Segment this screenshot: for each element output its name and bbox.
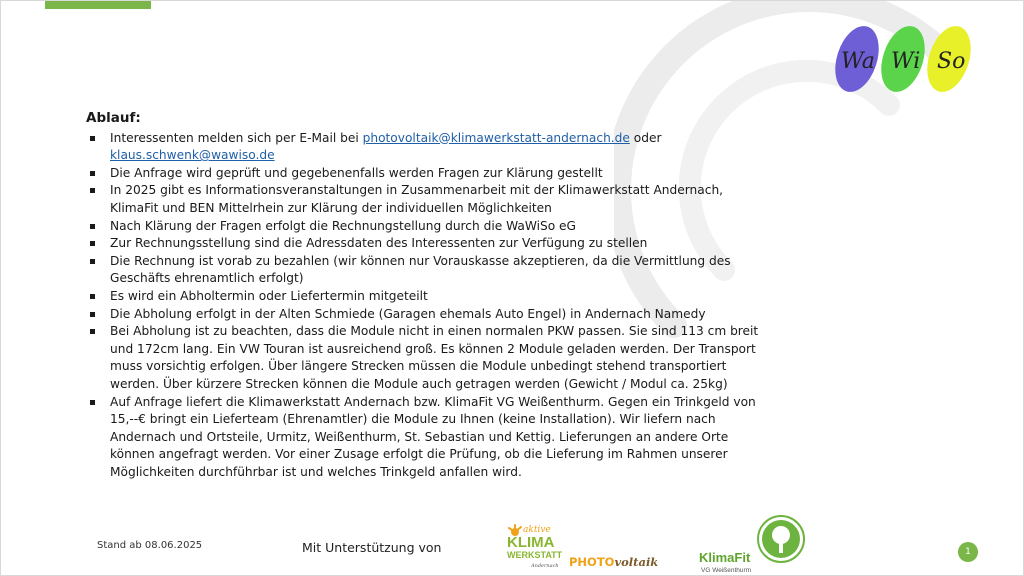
logo-text-wa: Wa [841, 49, 875, 74]
list-item: Die Anfrage wird geprüft und gegebenenfalls werden Fragen zur Klärung gestellt [86, 165, 766, 183]
list-item: Nach Klärung der Fragen erfolgt die Rechnungstellung durch die WaWiSo eG [86, 218, 766, 236]
klimafit-logo-sub: VG Weißenthurm [701, 567, 752, 574]
email-link-schwenk[interactable]: klaus.schwenk@wawiso.de [110, 148, 275, 163]
process-list [86, 130, 766, 482]
klimafit-logo [695, 515, 809, 575]
logo-text-wi: Wi [891, 49, 921, 74]
list-item-text: oder [629, 130, 662, 145]
wawiso-logo [827, 21, 977, 95]
logo-text-so: So [937, 49, 966, 74]
klima-logo-top: aktive [523, 525, 551, 535]
main-content [86, 110, 766, 481]
list-item: Bei Abholung ist zu beachten, dass die Module nicht in einen normalen PKW passen. Sie sind 113 cm breit und 172cm lang. Ein VW Touran ist ausreichend groß. Es können 2 Module geladen werden. Der Transport muss vorsichtig erfolgen. Über längere Strecken müssen die Module unbedingt stehend transportiert werden. Über kürzere Strecken können die Module auch getragen werden (Gewicht / Modul ca. 25kg) [86, 323, 766, 393]
photovoltaik-logo-part2: voltaik [614, 555, 659, 569]
klimafit-logo-name: KlimaFit [699, 550, 751, 565]
list-item: Die Rechnung ist vorab zu bezahlen (wir können nur Vorauskasse akzeptieren, da die Vermittlung des Geschäfts ehrenamtlich erfolgt) [86, 253, 766, 288]
support-label: Mit Unterstützung von [302, 540, 442, 555]
page-heading: Ablauf: [86, 110, 141, 126]
klima-logo-sub: Andernach [531, 563, 559, 569]
list-item: In 2025 gibt es Informationsveranstaltungen in Zusammenarbeit mit der Klimawerkstatt Andernach, KlimaFit und BEN Mittelrhein zur Klärung der individuellen Möglichkeiten [86, 182, 766, 217]
list-item [86, 130, 766, 165]
klima-logo-line2: WERKSTATT [507, 550, 563, 560]
accent-bar [45, 1, 151, 9]
photovoltaik-logo [569, 555, 658, 569]
list-item: Die Abholung erfolgt in der Alten Schmiede (Garagen ehemals Auto Engel) in Andernach Namedy [86, 306, 766, 324]
date-stamp: Stand ab 08.06.2025 [97, 540, 203, 551]
klima-werkstatt-logo [501, 518, 565, 574]
list-item: Zur Rechnungsstellung sind die Adressdaten des Interessenten zur Verfügung zu stellen [86, 235, 766, 253]
email-link-photovoltaik[interactable]: photovoltaik@klimawerkstatt-andernach.de [362, 130, 630, 145]
klima-logo-line1: KLIMA [507, 534, 555, 551]
photovoltaik-logo-part1: PHOTO [569, 555, 615, 569]
list-item-text: Interessenten melden sich per E-Mail bei [110, 130, 363, 145]
page-number: 1 [958, 542, 978, 562]
list-item: Auf Anfrage liefert die Klimawerkstatt Andernach bzw. KlimaFit VG Weißenthurm. Gegen ein Trinkgeld von 15,--€ bringt ein Lieferteam (Ehrenamtler) die Module zu Ihnen (keine Installation). Wir liefern nach Andernach und Ortsteile, Urmitz, Weißenthurm, St. Sebastian und Kettig. Lieferungen an andere Orte können angefragt werden. Vor einer Zusage erfolgt die Prüfung, ob die Lieferung im Rahmen unserer Möglichkeiten durchführbar ist und welches Trinkgeld anfallen wird. [86, 394, 766, 482]
list-item: Es wird ein Abholtermin oder Liefertermin mitgeteilt [86, 288, 766, 306]
